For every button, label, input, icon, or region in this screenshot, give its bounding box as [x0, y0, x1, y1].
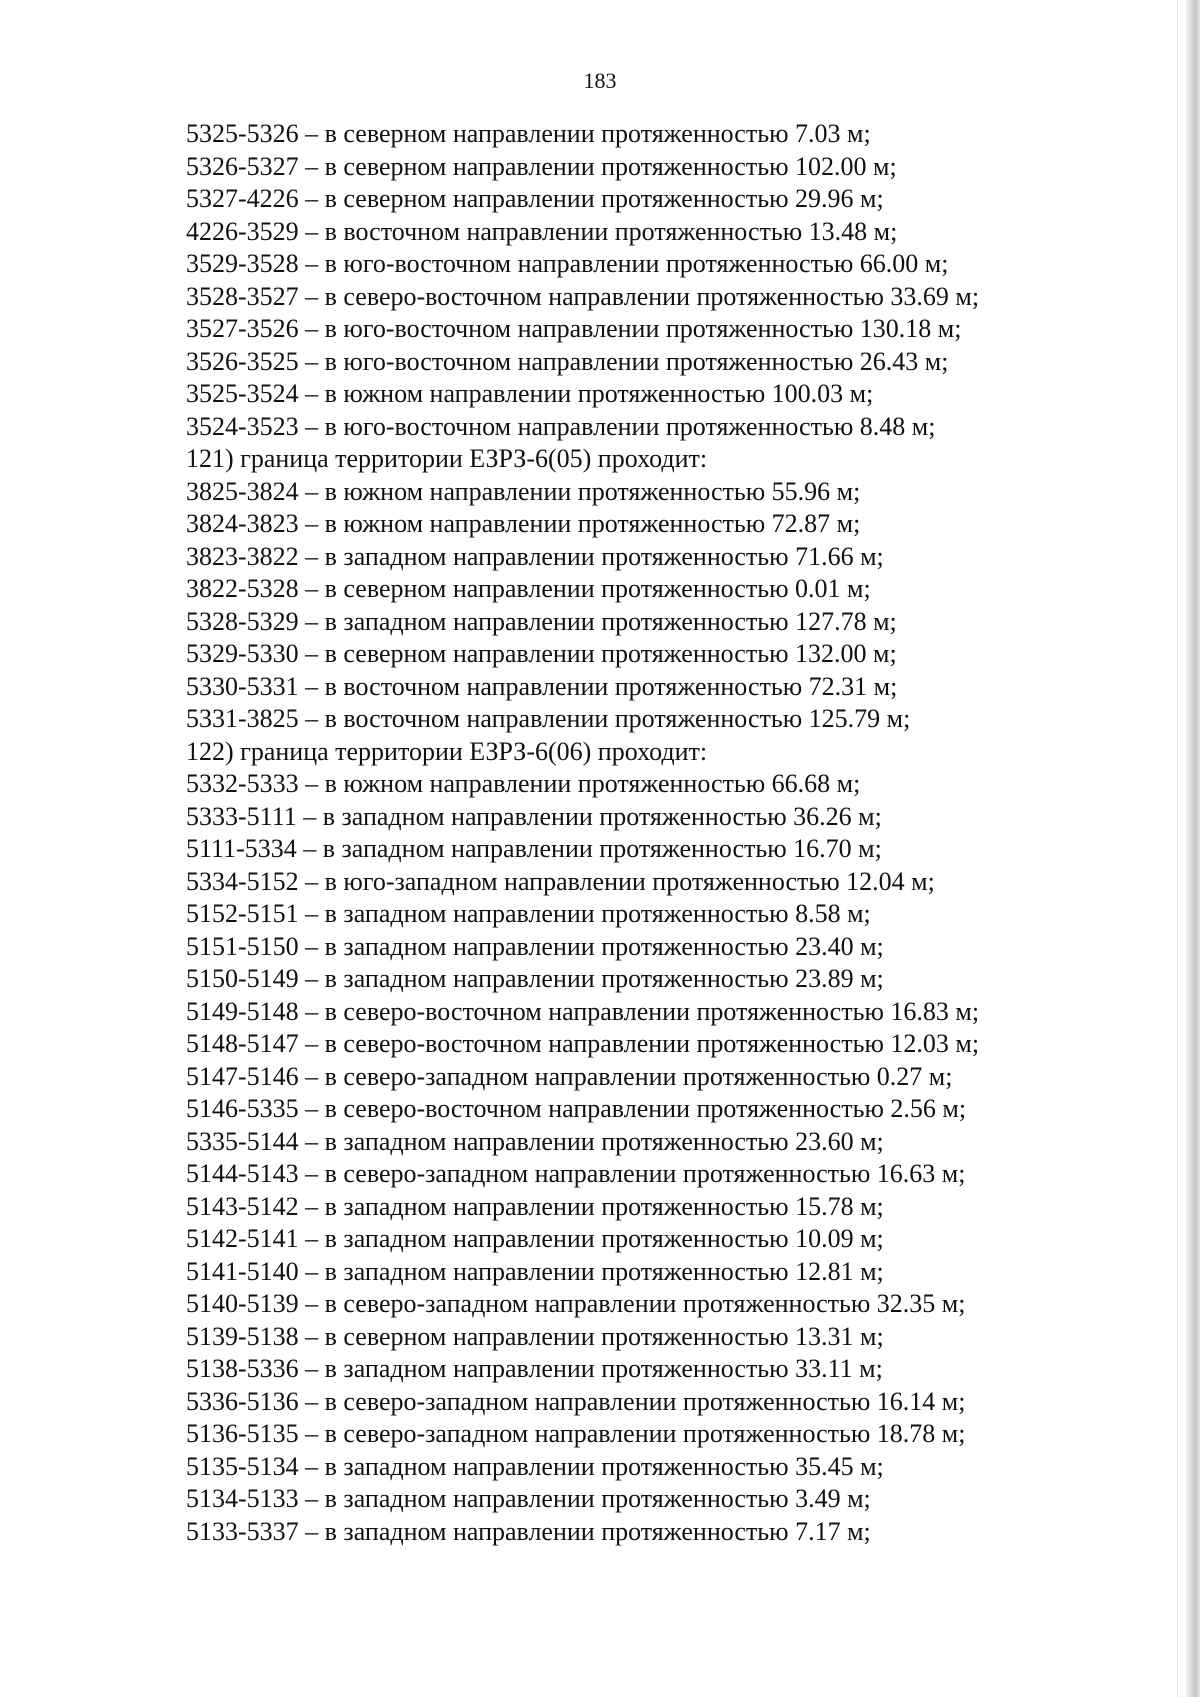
text-line: 5330-5331 – в восточном направлении протяженностью 72.31 м;: [186, 671, 898, 701]
text-line: 5146-5335 – в северо-восточном направлении протяженностью 2.56 м;: [186, 1094, 967, 1123]
text-line: 3524-3523 – в юго-восточном направлении протяженностью 8.48 м;: [186, 411, 936, 441]
text-line: 5335-5144 – в западном направлении протяженностью 23.60 м;: [186, 1126, 884, 1156]
text-line: 3823-3822 – в западном направлении протяженностью 71.66 м;: [186, 541, 884, 571]
text-line: 5136-5135 – в северо-западном направлении протяженностью 18.78 м;: [186, 1419, 966, 1448]
text-line: 5133-5337 – в западном направлении протяженностью 7.17 м;: [186, 1516, 871, 1546]
text-line: 5147-5146 – в северо-западном направлении протяженностью 0.27 м;: [186, 1061, 953, 1091]
text-line: 5134-5133 – в западном направлении протяженностью 3.49 м;: [186, 1484, 871, 1513]
text-line: 5332-5333 – в южном направлении протяженностью 66.68 м;: [186, 769, 861, 798]
scan-edge-line: [1177, 0, 1178, 1697]
text-line: 5152-5151 – в западном направлении протяженностью 8.58 м;: [186, 899, 871, 928]
text-line: 3822-5328 – в северном направлении протяженностью 0.01 м;: [186, 574, 871, 603]
text-line: 5336-5136 – в северо-западном направлении протяженностью 16.14 м;: [186, 1386, 966, 1416]
text-line: 5111-5334 – в западном направлении протяженностью 16.70 м;: [186, 834, 882, 863]
text-line: 3529-3528 – в юго-восточном направлении протяженностью 66.00 м;: [186, 249, 949, 278]
page-number: 183: [583, 68, 617, 93]
text-line: 5333-5111 – в западном направлении протяженностью 36.26 м;: [186, 801, 882, 831]
text-line: 5331-3825 – в восточном направлении протяженностью 125.79 м;: [186, 704, 911, 733]
boundary-description-text: [186, 118, 1066, 1548]
text-line: 5325-5326 – в северном направлении протяженностью 7.03 м;: [186, 119, 871, 148]
text-line: 3824-3823 – в южном направлении протяженностью 72.87 м;: [186, 509, 861, 538]
text-line: 4226-3529 – в восточном направлении протяженностью 13.48 м;: [186, 216, 898, 246]
text-line: 5326-5327 – в северном направлении протяженностью 102.00 м;: [186, 151, 897, 181]
text-line: 5151-5150 – в западном направлении протяженностью 23.40 м;: [186, 931, 884, 961]
text-line: 5328-5329 – в западном направлении протяженностью 127.78 м;: [186, 606, 897, 636]
text-line: 3825-3824 – в южном направлении протяженностью 55.96 м;: [186, 476, 861, 506]
text-line: 3528-3527 – в северо-восточном направлении протяженностью 33.69 м;: [186, 281, 980, 311]
text-line: 5149-5148 – в северо-восточном направлении протяженностью 16.83 м;: [186, 996, 980, 1026]
scan-edge: [1186, 0, 1200, 1697]
text-line: 5334-5152 – в юго-западном направлении протяженностью 12.04 м;: [186, 866, 935, 896]
text-line: 5140-5139 – в северо-западном направлении протяженностью 32.35 м;: [186, 1289, 966, 1318]
text-line: 5329-5330 – в северном направлении протяженностью 132.00 м;: [186, 639, 897, 668]
text-line: 5148-5147 – в северо-восточном направлении протяженностью 12.03 м;: [186, 1029, 980, 1058]
text-line: 5327-4226 – в северном направлении протяженностью 29.96 м;: [186, 184, 884, 213]
text-line: 5142-5141 – в западном направлении протяженностью 10.09 м;: [186, 1224, 884, 1253]
text-line: 5141-5140 – в западном направлении протяженностью 12.81 м;: [186, 1256, 884, 1286]
text-line: 5139-5138 – в северном направлении протяженностью 13.31 м;: [186, 1321, 884, 1351]
text-line: 5143-5142 – в западном направлении протяженностью 15.78 м;: [186, 1191, 884, 1221]
text-line: 122) граница территории ЕЗРЗ-6(06) проходит:: [186, 736, 708, 766]
text-line: 121) граница территории ЕЗРЗ-6(05) проходит:: [186, 444, 708, 473]
text-line: 5138-5336 – в западном направлении протяженностью 33.11 м;: [186, 1354, 883, 1383]
text-line: 3526-3525 – в юго-восточном направлении протяженностью 26.43 м;: [186, 346, 949, 376]
text-line: 3527-3526 – в юго-восточном направлении протяженностью 130.18 м;: [186, 314, 962, 343]
text-line: 5135-5134 – в западном направлении протяженностью 35.45 м;: [186, 1451, 884, 1481]
text-line: 5150-5149 – в западном направлении протяженностью 23.89 м;: [186, 964, 884, 993]
text-line: 3525-3524 – в южном направлении протяженностью 100.03 м;: [186, 379, 874, 408]
text-line: 5144-5143 – в северо-западном направлении протяженностью 16.63 м;: [186, 1159, 966, 1188]
